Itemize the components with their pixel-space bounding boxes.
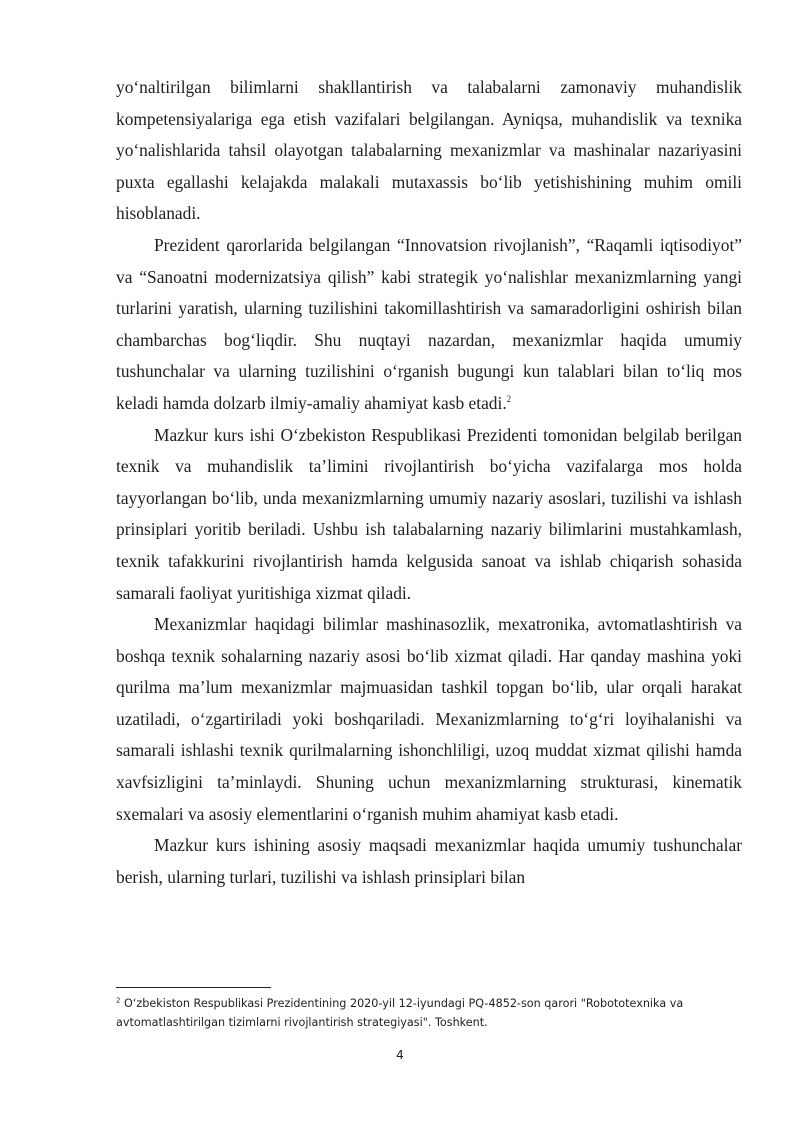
footnote-text: O‘zbekiston Respublikasi Prezidentining 2020-yil 12-iyundagi PQ-4852-son qarori "Robototexnika va avtomatlashtirilgan tizimlarni rivojlantirish strategiyasi". Toshkent. (116, 997, 684, 1029)
paragraph-2 (116, 230, 742, 420)
paragraph-5: Mazkur kurs ishining asosiy maqsadi mexanizmlar haqida umumiy tushunchalar berish, ularning turlari, tuzilishi va ishlash prinsiplari bilan (116, 835, 742, 887)
footnote-separator (116, 987, 271, 988)
paragraph-1: yo‘naltirilgan bilimlarni shakllantirish va talabalarni zamonaviy muhandislik kompetensiyalariga ega etish vazifalari belgilangan. Ayniqsa, muhandislik va texnika yo‘nalishlarida tahsil olayotgan talabalarning mexanizmlar va mashinalar nazariyasini puxta egallashi kelajakda malakali mutaxassis bo‘lib yetishishining muhim omili hisoblanadi. (116, 77, 742, 224)
paragraph-2-text: Prezident qarorlarida belgilangan “Innovatsion rivojlanish”, “Raqamli iqtisodiyot” va “Sanoatni modernizatsiya qilish” kabi strategik yo‘nalishlar mexanizmlarning yangi turlarini yaratish, ularning tuzilishini takomillashtirish va samaradorligini oshirish bilan chambarchas bog‘liqdir. Shu nuqtayi nazardan, mexanizmlar haqida umumiy tushunchalar va ularning tuzilishini o‘rganish bugungi kun talablari bilan to‘liq mos keladi hamda dolzarb ilmiy-amaliy ahamiyat kasb etadi. (116, 234, 742, 413)
footnote-reference[interactable]: 2 (506, 394, 512, 405)
footnote-marker: 2 (116, 996, 121, 1005)
paragraph-3: Mazkur kurs ishi O‘zbekiston Respublikasi Prezidenti tomonidan belgilab berilgan texnik va muhandislik ta’limini rivojlantirish bo‘yicha vazifalarga mos holda tayyorlangan bo‘lib, unda mexanizmlarning umumiy nazariy asoslari, tuzilishi va ishlash prinsiplari yoritib beriladi. Ushbu ish talabalarning nazariy bilimlarini mustahkamlash, texnik tafakkurini rivojlantirish hamda kelgusida sanoat va ishlab chiqarish sohasida samarali faoliyat yuritishiga xizmat qiladi. (116, 424, 742, 603)
page-number: 4 (396, 1048, 404, 1062)
paragraph-4: Mexanizmlar haqidagi bilimlar mashinasozlik, mexatronika, avtomatlashtirish va boshqa texnik sohalarning nazariy asosi bo‘lib xizmat qiladi. Har qanday mashina yoki qurilma ma’lum mexanizmlar majmuasidan tashkil topgan bo‘lib, ular orqali harakat uzatiladi, o‘zgartiriladi yoki boshqariladi. Mexanizmlarning to‘g‘ri loyihalanishi va samarali ishlashi texnik qurilmalarning ishonchliligi, uzoq muddat xizmat qilishi hamda xavfsizligini ta’minlaydi. Shuning uchun mexanizmlarning strukturasi, kinematik sxemalari va asosiy elementlarini o‘rganish muhim ahamiyat kasb etadi. (116, 614, 742, 824)
body-text (116, 72, 742, 893)
footnote (116, 995, 742, 1032)
